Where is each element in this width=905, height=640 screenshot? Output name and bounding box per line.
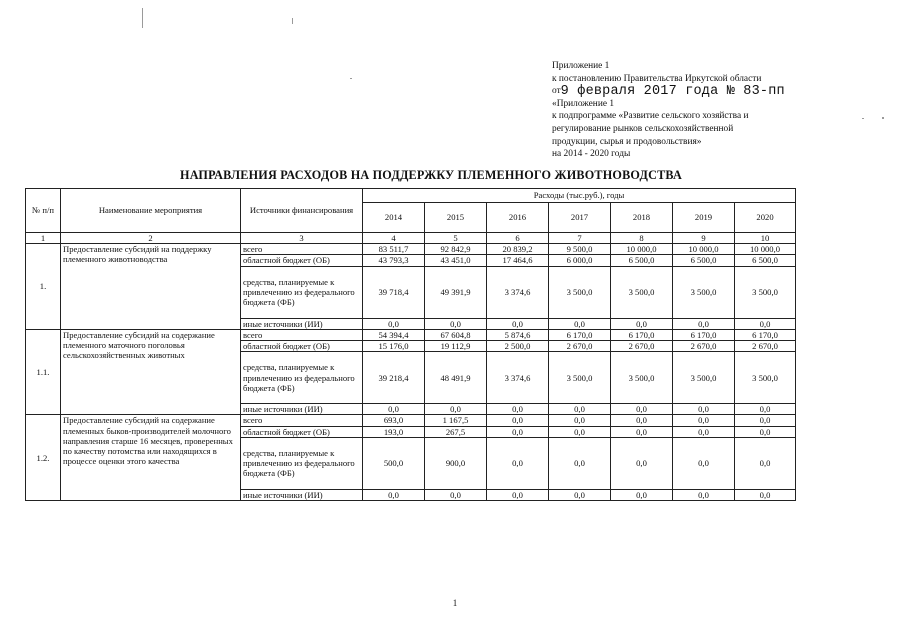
expense-value: 0,0 [735, 489, 796, 500]
header-line: продукции, сырья и продовольствия» [552, 136, 702, 147]
expense-value: 2 500,0 [487, 341, 549, 352]
column-index: 5 [425, 233, 487, 244]
expense-value: 2 670,0 [673, 341, 735, 352]
expense-value: 2 670,0 [611, 341, 673, 352]
header-line: на 2014 - 2020 годы [552, 149, 631, 160]
page-number: 1 [452, 598, 458, 608]
expense-value: 0,0 [673, 415, 735, 426]
expense-value: 0,0 [425, 404, 487, 415]
header-num: № п/п [26, 189, 61, 233]
header-name: Наименование мероприятия [61, 189, 241, 233]
header-line: Приложение 1 [552, 61, 610, 71]
table-row [26, 329, 796, 340]
year-header: 2017 [549, 203, 611, 233]
expense-value: 0,0 [673, 426, 735, 437]
column-index: 2 [61, 233, 241, 244]
expense-value: 92 842,9 [425, 244, 487, 255]
handwritten-date: 9 февраля 2017 года № 83-пп [560, 84, 785, 100]
expense-value: 3 500,0 [611, 266, 673, 318]
expense-value: 0,0 [673, 318, 735, 329]
expense-value: 15 176,0 [363, 341, 425, 352]
expense-value: 0,0 [363, 404, 425, 415]
expense-value: 0,0 [611, 489, 673, 500]
year-header: 2016 [487, 203, 549, 233]
expense-value: 10 000,0 [735, 244, 796, 255]
expense-value: 67 604,8 [425, 329, 487, 340]
header-line: «Приложение 1 [552, 98, 615, 109]
expense-value: 500,0 [363, 437, 425, 489]
year-header: 2015 [425, 203, 487, 233]
item-number: 1.1. [26, 329, 61, 415]
item-number: 1. [26, 244, 61, 330]
funding-source: иные источники (ИИ) [241, 404, 363, 415]
expense-value: 0,0 [425, 489, 487, 500]
expense-value: 1 167,5 [425, 415, 487, 426]
funding-source: всего [241, 329, 363, 340]
column-index: 6 [487, 233, 549, 244]
expense-value: 3 500,0 [735, 266, 796, 318]
expense-value: 0,0 [363, 318, 425, 329]
expense-value: 39 718,4 [363, 266, 425, 318]
expense-value: 3 500,0 [549, 352, 611, 404]
expense-value: 0,0 [549, 489, 611, 500]
expense-value: 0,0 [549, 318, 611, 329]
funding-source: областной бюджет (ОБ) [241, 341, 363, 352]
expense-value: 49 391,9 [425, 266, 487, 318]
funding-source: областной бюджет (ОБ) [241, 255, 363, 266]
expense-value: 17 464,6 [487, 255, 549, 266]
expense-value: 2 670,0 [549, 341, 611, 352]
expense-value: 0,0 [425, 318, 487, 329]
expense-value: 48 491,9 [425, 352, 487, 404]
expense-value: 0,0 [735, 404, 796, 415]
expense-value: 0,0 [487, 318, 549, 329]
expense-value: 39 218,4 [363, 352, 425, 404]
expense-value: 54 394,4 [363, 329, 425, 340]
expense-value: 6 500,0 [735, 255, 796, 266]
expense-value: 0,0 [549, 404, 611, 415]
expense-value: 10 000,0 [611, 244, 673, 255]
year-header: 2014 [363, 203, 425, 233]
funding-source: всего [241, 244, 363, 255]
expense-value: 5 874,6 [487, 329, 549, 340]
funding-source: средства, планируемые к привлечению из федерального бюджета (ФБ) [241, 437, 363, 489]
expense-value: 0,0 [549, 415, 611, 426]
expense-value: 3 500,0 [673, 352, 735, 404]
expenses-table [25, 188, 796, 501]
expense-value: 0,0 [735, 318, 796, 329]
expense-value: 3 500,0 [735, 352, 796, 404]
funding-source: иные источники (ИИ) [241, 318, 363, 329]
expense-value: 6 500,0 [611, 255, 673, 266]
item-number: 1.2. [26, 415, 61, 501]
expense-value: 6 170,0 [549, 329, 611, 340]
expense-value: 6 170,0 [735, 329, 796, 340]
scan-mark [350, 78, 352, 79]
header-source: Источники финансирования [241, 189, 363, 233]
column-index: 9 [673, 233, 735, 244]
expense-value: 0,0 [611, 437, 673, 489]
table-row [26, 244, 796, 255]
expense-value: 6 170,0 [673, 329, 735, 340]
scan-mark [142, 8, 143, 28]
header-line: к постановлению Правительства Иркутской области [552, 73, 762, 84]
expense-value: 0,0 [549, 437, 611, 489]
header-expenses: Расходы (тыс.руб.), годы [363, 189, 796, 203]
column-index: 1 [26, 233, 61, 244]
column-index: 4 [363, 233, 425, 244]
expense-value: 0,0 [611, 415, 673, 426]
expense-value: 0,0 [549, 426, 611, 437]
expense-value: 0,0 [673, 489, 735, 500]
item-name: Предоставление субсидий на содержание племенного маточного поголовья сельскохозяйственных животных [61, 329, 241, 415]
expense-value: 6 500,0 [673, 255, 735, 266]
expense-value: 6 000,0 [549, 255, 611, 266]
table-row [26, 415, 796, 426]
expense-value: 10 000,0 [673, 244, 735, 255]
column-index: 10 [735, 233, 796, 244]
expense-value: 0,0 [735, 437, 796, 489]
expense-value: 0,0 [611, 404, 673, 415]
expense-value: 19 112,9 [425, 341, 487, 352]
expense-value: 0,0 [673, 404, 735, 415]
expense-value: 693,0 [363, 415, 425, 426]
scan-mark [292, 18, 293, 24]
expense-value: 0,0 [611, 426, 673, 437]
expense-value: 3 500,0 [549, 266, 611, 318]
expense-value: 20 839,2 [487, 244, 549, 255]
expense-value: 0,0 [611, 318, 673, 329]
expense-value: 2 670,0 [735, 341, 796, 352]
funding-source: областной бюджет (ОБ) [241, 426, 363, 437]
column-index: 3 [241, 233, 363, 244]
expense-value: 83 511,7 [363, 244, 425, 255]
expense-value: 0,0 [363, 489, 425, 500]
expense-value: 0,0 [487, 415, 549, 426]
expense-value: 6 170,0 [611, 329, 673, 340]
funding-source: средства, планируемые к привлечению из федерального бюджета (ФБ) [241, 352, 363, 404]
expense-value: 0,0 [487, 489, 549, 500]
expense-value: 0,0 [673, 437, 735, 489]
expense-value: 3 500,0 [611, 352, 673, 404]
expense-value: 43 793,3 [363, 255, 425, 266]
funding-source: иные источники (ИИ) [241, 489, 363, 500]
expense-value: 0,0 [487, 404, 549, 415]
expense-value: 3 374,6 [487, 266, 549, 318]
header-line: к подпрограмме «Развитие сельского хозяйства и [552, 111, 749, 122]
header-date-line [552, 85, 897, 98]
year-header: 2018 [611, 203, 673, 233]
year-header: 2020 [735, 203, 796, 233]
expense-value: 267,5 [425, 426, 487, 437]
expense-value: 0,0 [487, 437, 549, 489]
expense-value: 193,0 [363, 426, 425, 437]
year-header: 2019 [673, 203, 735, 233]
expense-value: 0,0 [735, 426, 796, 437]
header-line: регулирование рынков сельскохозяйственной [552, 123, 734, 134]
funding-source: средства, планируемые к привлечению из федерального бюджета (ФБ) [241, 266, 363, 318]
item-name: Предоставление субсидий на содержание племенных быков-производителей молочного направления старше 16 месяцев, проверенных по качеству потомства или находящихся в процессе оценки этого качества [61, 415, 241, 501]
funding-source: всего [241, 415, 363, 426]
item-name: Предоставление субсидий на поддержку племенного животноводства [61, 244, 241, 330]
column-index: 7 [549, 233, 611, 244]
expense-value: 900,0 [425, 437, 487, 489]
expense-value: 0,0 [735, 415, 796, 426]
expense-value: 0,0 [487, 426, 549, 437]
expense-value: 9 500,0 [549, 244, 611, 255]
appendix-header [552, 60, 897, 161]
page-title: НАПРАВЛЕНИЯ РАСХОДОВ НА ПОДДЕРЖКУ ПЛЕМЕННОГО ЖИВОТНОВОДСТВА [180, 168, 682, 182]
column-index: 8 [611, 233, 673, 244]
header-date-prefix: от [552, 86, 561, 97]
expense-value: 3 500,0 [673, 266, 735, 318]
expense-value: 43 451,0 [425, 255, 487, 266]
expense-value: 3 374,6 [487, 352, 549, 404]
